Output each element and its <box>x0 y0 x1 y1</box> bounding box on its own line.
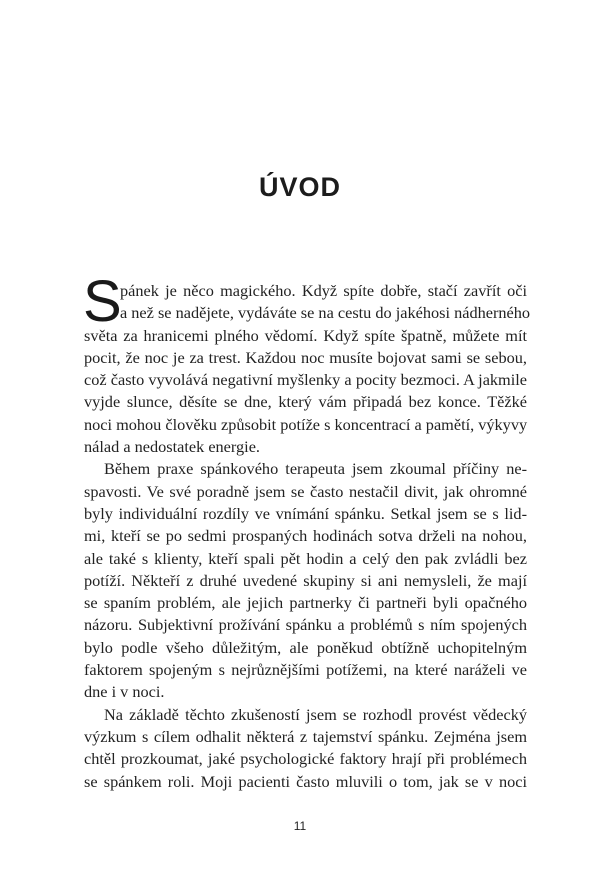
text-line: dne i v noci. <box>84 682 165 702</box>
paragraph-3 <box>84 704 527 793</box>
text-line: pánek je něco magického. Když spíte dobře, stačí zavřít oči <box>120 281 527 300</box>
text-line: vyjde slunce, děsíte se dne, který vám připadá bez konce. Těžké <box>84 392 527 412</box>
text-line: ale také s klienty, kteří spali pět hodin a celý den pak zvládli bez <box>84 548 527 568</box>
text-line: mi, kteří se po sedmi prospaných hodinách sotva drželi na nohou, <box>84 526 527 546</box>
text-line: noci mohou člověku způsobit potíže s koncentrací a pamětí, výkyvy <box>84 414 528 434</box>
text-line: výzkum s cílem odhalit některá z tajemství spánku. Zejména jsem <box>84 726 527 746</box>
text-line: Na základě těchto zkušeností jsem se rozhodl provést vědecký <box>104 704 527 724</box>
text-line: se spaním problém, ale jejich partnerky či partneři byli opačného <box>84 593 527 613</box>
text-line: světa za hranicemi plného vědomí. Když spíte špatně, můžete mít <box>84 325 527 345</box>
paragraph-1 <box>84 280 531 458</box>
text-line: Během praxe spánkového terapeuta jsem zkoumal příčiny ne- <box>104 459 527 479</box>
drop-cap: S <box>83 269 122 334</box>
text-line: což často vyvolává negativní myšlenky a pocity bezmoci. A jakmile <box>84 370 527 390</box>
text-line: nálad a nedostatek energie. <box>84 437 261 457</box>
body-text <box>83 269 531 793</box>
chapter-title: ÚVOD <box>258 172 341 202</box>
page-number: 11 <box>293 819 307 833</box>
text-line: pocit, že noc je za trest. Každou noc musíte bojovat sami se sebou, <box>84 347 527 367</box>
paragraph-2 <box>84 458 527 703</box>
text-line: potíží. Někteří z druhé uvedené skupiny si ani nemysleli, že mají <box>84 570 527 590</box>
text-line: byly individuální rozdíly ve vnímání spánku. Setkal jsem se s lid- <box>84 503 527 523</box>
text-line: bylo podle všeho důležitým, ale poněkud obtížně uchopitelným <box>84 637 527 657</box>
text-line: názoru. Subjektivní prožívání spánku a problémů s ním spojených <box>84 615 527 635</box>
text-line: se spánkem roli. Moji pacienti často mluvili o tom, jak se v noci <box>84 771 527 791</box>
text-line: spavosti. Ve své poradně jsem se často nestačil divit, jak ohromné <box>84 481 527 501</box>
text-line: chtěl prozkoumat, jaké psychologické faktory hrají při problémech <box>84 749 527 769</box>
text-line: faktorem spojeným s nejrůznějšími potížemi, na které naráželi ve <box>84 660 527 680</box>
text-line: a než se nadějete, vydáváte se na cestu do jakéhosi nádherného <box>120 303 531 323</box>
